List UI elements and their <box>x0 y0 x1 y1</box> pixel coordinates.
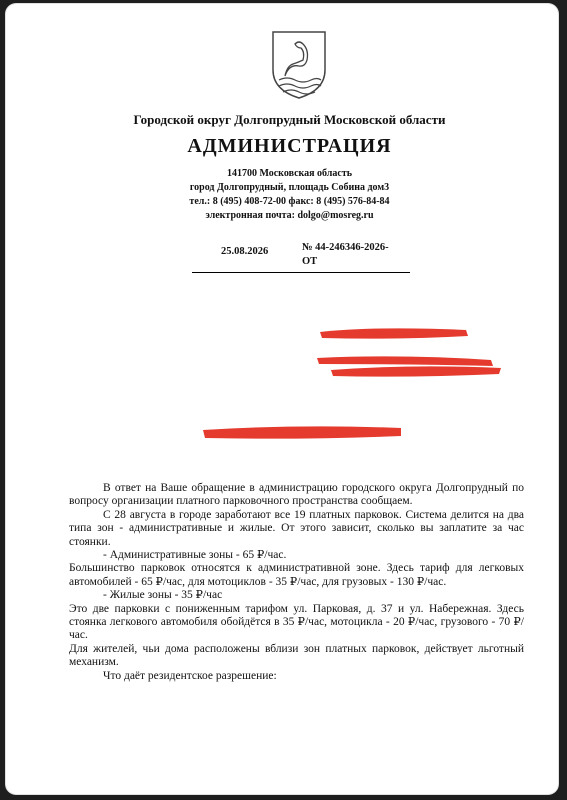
document-date: 25.08.2026 <box>221 246 269 257</box>
letter-body <box>69 482 524 683</box>
redaction-mark-2 <box>311 352 511 386</box>
document-page <box>6 4 558 794</box>
redaction-mark-1 <box>316 324 476 344</box>
header-divider <box>192 272 410 273</box>
coat-of-arms-swan-emblem <box>271 30 327 100</box>
administration-title: АДМИНИСТРАЦИЯ <box>187 135 392 157</box>
paragraph: Большинство парковок относятся к административной зоне. Здесь тариф для легковых автомобилей - 65 ₽/час, для мотоциклов - 35 ₽/час, для грузовых - 130 ₽/час. <box>69 562 524 588</box>
paragraph: - Жилые зоны - 35 ₽/час <box>103 589 223 602</box>
document-number: № 44-246346-2026- ОТ <box>302 242 389 267</box>
address-line-2: город Долгопрудный, площадь Собина дом3 <box>189 182 390 193</box>
address-line-1: 141700 Московская область <box>226 168 353 179</box>
paragraph: Что даёт резидентское разрешение: <box>103 669 277 682</box>
email-line: электронная почта: dolgo@mosreg.ru <box>205 210 374 221</box>
municipality-title: Городской округ Долгопрудный Московской области <box>133 112 446 127</box>
paragraph: В ответ на Ваше обращение в администрацию городского округа Долгопрудный по вопросу организации платного парковочного пространства сообщаем. <box>69 482 524 508</box>
paragraph: Это две парковки с пониженным тарифом ул. Парковая, д. 37 и ул. Набережная. Здесь стоянка легкового автомобиля обойдётся в 35 ₽/час, мотоцикла - 20 ₽/час, грузового - 70 ₽/час. <box>69 602 524 642</box>
redaction-mark-3 <box>201 422 411 446</box>
paragraph: Для жителей, чьи дома расположены вблизи зон платных парковок, действует льготный механизм. <box>69 642 524 669</box>
phone-fax-line: тел.: 8 (495) 408-72-00 факс: 8 (495) 576-84-84 <box>189 196 390 207</box>
paragraph: - Административные зоны - 65 ₽/час. <box>103 549 287 562</box>
paragraph: С 28 августа в городе заработают все 19 платных парковок. Система делится на два типа зон - административные и жилые. От этого зависит, сколько вы заплатите за час стоянки. <box>69 508 524 548</box>
